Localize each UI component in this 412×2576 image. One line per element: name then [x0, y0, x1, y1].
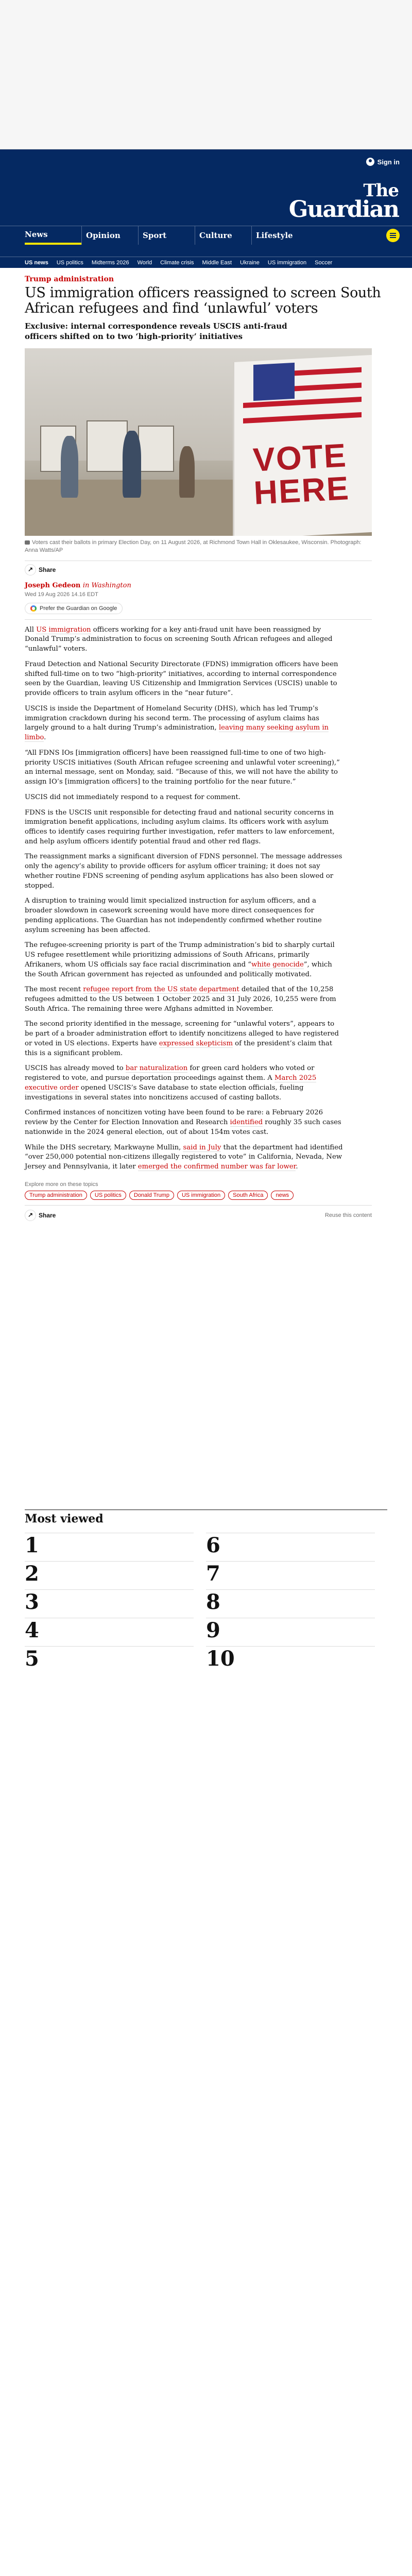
- paragraph-text: USCIS has already moved to: [25, 1064, 126, 1073]
- body-paragraph: [25, 660, 344, 699]
- tag-link[interactable]: South Africa: [228, 1191, 268, 1200]
- share-label: Share: [39, 1211, 56, 1219]
- share-icon: [25, 564, 36, 575]
- share-row-bottom: [25, 1205, 372, 1221]
- standfirst: Exclusive: internal correspondence reveals USCIS anti-fraud officers shifted on to two ‘high-priority’ initiatives: [25, 321, 287, 342]
- most-viewed-item[interactable]: [25, 1618, 194, 1646]
- tag-link[interactable]: US politics: [90, 1191, 126, 1200]
- subnav-climate[interactable]: Climate crisis: [160, 259, 194, 266]
- subnav-us-politics[interactable]: US politics: [56, 259, 83, 266]
- most-viewed-item[interactable]: [206, 1618, 375, 1646]
- most-viewed-item[interactable]: [25, 1646, 194, 1674]
- body-paragraph: [25, 793, 344, 803]
- body-paragraph: [25, 625, 344, 654]
- most-viewed-rank: 9: [206, 1618, 220, 1642]
- most-viewed-rank: 5: [25, 1646, 39, 1671]
- paragraph-text: USCIS is inside the Department of Homeland Security (DHS), which has led Trump’s immigration crackdown during his second term. The processing of asylum claims has largely ground to a halt during Trump’s administration,: [25, 704, 319, 732]
- most-viewed: [0, 1510, 412, 1674]
- paragraph-text: The most recent: [25, 986, 83, 994]
- inline-link[interactable]: said in July: [183, 1143, 221, 1151]
- paragraph-text: A disruption to training would limit specialized instruction for asylum officers, and a broader slowdown in casework screening would have more direct consequences for pending applications. The Guardian has not independently confirmed whether routine asylum screening has been affected.: [25, 897, 322, 934]
- camera-icon: [25, 540, 30, 545]
- pillar-opinion[interactable]: Opinion: [81, 226, 138, 245]
- most-viewed-list: [25, 1533, 375, 1674]
- most-viewed-rank: 2: [25, 1561, 39, 1586]
- body-paragraph: [25, 1064, 344, 1103]
- paragraph-text: detailed that of the 10,258 refugees admitted to the US between 1 October 2025 and 31 July 2026, 10,255 were from South Africa. The remaining three were Afghans admitted in November.: [25, 986, 336, 1013]
- paragraph-text: officers working for a key anti-fraud unit have been reassigned by Donald Trump’s administration to focus on screening South African refugees and alleged “unlawful” voters.: [25, 625, 333, 653]
- sign-in-link[interactable]: [366, 158, 400, 166]
- most-viewed-item[interactable]: [206, 1561, 375, 1589]
- onwards-placeholder: [0, 1221, 412, 1510]
- most-viewed-rank: 4: [25, 1618, 39, 1642]
- paragraph-text: While the DHS secretary, Markwayne Mullin,: [25, 1143, 183, 1151]
- paragraph-text: .: [296, 1163, 298, 1171]
- pillar-culture[interactable]: Culture: [195, 226, 251, 245]
- advert-slot: [0, 0, 412, 149]
- menu-icon[interactable]: [386, 229, 400, 242]
- body-paragraph: [25, 808, 344, 847]
- share-label: Share: [39, 566, 56, 573]
- tag-link[interactable]: Trump administration: [25, 1191, 87, 1200]
- body-paragraph: [25, 1020, 344, 1058]
- logo-the: The: [363, 180, 399, 201]
- subnav-middle-east[interactable]: Middle East: [202, 259, 232, 266]
- body-paragraph: [25, 941, 344, 979]
- byline: [25, 582, 387, 589]
- paragraph-text: FDNS is the USCIS unit responsible for detecting fraud and national security concerns in immigration benefit applications, including asylum claims. Its officers work with asylum offices to identify cases requiring further investigation, refer matters to law enforcement, and help asylum officers identify potential fraud and other red flags.: [25, 808, 335, 845]
- pillar-sport[interactable]: Sport: [138, 226, 195, 245]
- tag-link[interactable]: news: [271, 1191, 294, 1200]
- most-viewed-item[interactable]: [206, 1589, 375, 1618]
- inline-link[interactable]: leaving many seeking asylum in limbo: [25, 724, 329, 742]
- reuse-content-link[interactable]: Reuse this content: [324, 1212, 372, 1218]
- section-kicker[interactable]: Trump administration: [25, 275, 114, 283]
- most-viewed-rank: 1: [25, 1533, 39, 1557]
- tag-link[interactable]: US immigration: [177, 1191, 225, 1200]
- most-viewed-title: Most viewed: [25, 1510, 387, 1526]
- paragraph-text: “All FDNS IOs [immigration officers] have been reassigned full-time to one of two high-priority USCIS initiatives (South African refugee screening and unlawful voter screening),” an internal message, sent on Monday, said. “Because of this, we will not have the ability to assign IO’s [immigration officers] to the training portfolio for the near future.”: [25, 749, 340, 786]
- sub-nav: [0, 257, 412, 268]
- subnav-soccer[interactable]: Soccer: [315, 259, 333, 266]
- logo-name: Guardian: [288, 196, 399, 223]
- paragraph-text: The second priority identified in the message, screening for “unlawful voters”, appears to be part of a broader administration effort to identify noncitizens alleged to have registered or voted in US elections. Experts have: [25, 1020, 339, 1047]
- paragraph-text: Confirmed instances of noncitizen voting have been found to be rare: a February 2026 review by the Center for Election Innovation and Research: [25, 1109, 323, 1127]
- subnav-us-news[interactable]: US news: [25, 259, 48, 266]
- inline-link[interactable]: US immigration: [36, 625, 91, 634]
- share-top: [25, 564, 387, 578]
- body-paragraph: [25, 1108, 344, 1137]
- paragraph-text: All: [25, 625, 37, 634]
- pillar-nav: [0, 226, 412, 244]
- most-viewed-rank: 7: [206, 1561, 220, 1586]
- share-button-top[interactable]: [25, 564, 56, 575]
- body-paragraph: [25, 985, 344, 1014]
- paragraph-text: for green card holders who voted or registered to vote, and pursue deportation proceedings against them. A: [25, 1064, 315, 1082]
- subnav-world[interactable]: World: [137, 259, 152, 266]
- article: [0, 275, 412, 1221]
- body-paragraph: [25, 852, 344, 891]
- body-paragraph: [25, 704, 344, 743]
- subnav-us-immigration[interactable]: US immigration: [267, 259, 307, 266]
- body-paragraph: [25, 749, 344, 787]
- inline-link[interactable]: expressed skepticism: [159, 1039, 233, 1047]
- paragraph-text: USCIS did not immediately respond to a request for comment.: [25, 793, 241, 801]
- most-viewed-item[interactable]: [206, 1533, 375, 1561]
- topic-tags: [25, 1191, 365, 1200]
- share-icon: [25, 1210, 36, 1221]
- inline-link[interactable]: March 2025 executive order: [25, 1074, 317, 1092]
- prefer-google-button[interactable]: [25, 603, 123, 614]
- byline-location: in Washington: [82, 581, 131, 589]
- paragraph-text: .: [44, 734, 46, 742]
- prefer-google-label: Prefer the Guardian on Google: [40, 605, 117, 612]
- vote-here-sign: VOTE HERE: [252, 436, 351, 512]
- inline-link[interactable]: refugee report from the US state department: [83, 986, 239, 994]
- paragraph-text: ”, which the South African government has rejected as unfounded and politically motivated.: [25, 960, 332, 978]
- publish-date: Wed 19 Aug 2026 14.16 EDT: [25, 591, 98, 598]
- paragraph-text: roughly 35 such cases nationwide in the 2024 general election, out of about 154m votes cast.: [25, 1118, 341, 1136]
- masthead: [0, 149, 412, 257]
- most-viewed-rank: 10: [206, 1646, 235, 1671]
- inline-link[interactable]: white genocide: [251, 960, 304, 969]
- inline-link[interactable]: bar naturalization: [125, 1064, 188, 1073]
- tags-label: Explore more on these topics: [25, 1181, 98, 1188]
- most-viewed-rank: 3: [25, 1589, 39, 1614]
- paragraph-text: Fraud Detection and National Security Directorate (FDNS) immigration officers have been shifted full-time on to two “high-priority” initiatives, according to internal correspondence seen by the Guardian, leaving US Citizenship and Immigration Services (USCIS) unable to provide officers to train asylum officers in the “near future”.: [25, 660, 338, 698]
- inline-link[interactable]: emerged the confirmed number was far lower: [138, 1163, 296, 1171]
- paragraph-text: The refugee-screening priority is part of the Trump administration’s bid to sharply curtail US refugee resettlement while prioritizing admissions of South Africans, primarily Afrikaners, whom US officials say face racial discrimination and “: [25, 941, 335, 969]
- most-viewed-item[interactable]: [206, 1646, 375, 1674]
- google-icon: [30, 605, 37, 612]
- most-viewed-rank: 8: [206, 1589, 220, 1614]
- paragraph-text: opened USCIS’s Save database to state election officials, fueling investigations in several states into noncitizens accused of casting ballots.: [25, 1083, 304, 1101]
- most-viewed-item[interactable]: [25, 1533, 194, 1561]
- caption-text: Voters cast their ballots in primary Election Day, on 11 August 2026, at Richmond Town Hall in Oklesaukee, Wisconsin. Photograph: Anna Watts/AP: [25, 539, 362, 553]
- inline-link[interactable]: identified: [230, 1118, 263, 1127]
- pillar-lifestyle[interactable]: Lifestyle: [251, 226, 308, 245]
- sign-in-label: Sign in: [377, 158, 400, 166]
- subnav-midterms[interactable]: Midterms 2026: [91, 259, 129, 266]
- most-viewed-item[interactable]: [25, 1589, 194, 1618]
- author-link[interactable]: Joseph Gedeon: [25, 581, 81, 589]
- most-viewed-item[interactable]: [25, 1561, 194, 1589]
- article-body: [25, 625, 387, 1172]
- subnav-ukraine[interactable]: Ukraine: [240, 259, 260, 266]
- avatar-icon: [366, 158, 374, 166]
- paragraph-text: that the department had identified “over 250,000 potential non-citizens illegally registered to vote” in California, Nevada, New Jersey and Pennsylvania, it later: [25, 1143, 343, 1171]
- body-paragraph: [25, 1143, 344, 1172]
- share-button-bottom[interactable]: [25, 1210, 56, 1221]
- paragraph-text: The reassignment marks a significant diversion of FDNS personnel. The message addresses only the agency’s ability to provide officers for asylum officer training; it does not say whether routine FDNS screening of pending asylum applications has also been slowed or stopped.: [25, 853, 342, 890]
- body-paragraph: [25, 896, 344, 935]
- pillar-news[interactable]: News: [25, 226, 81, 245]
- guardian-logo[interactable]: [289, 182, 399, 221]
- tag-link[interactable]: Donald Trump: [129, 1191, 174, 1200]
- image-caption: [25, 539, 372, 554]
- hero-image: [25, 348, 372, 536]
- most-viewed-rank: 6: [206, 1533, 220, 1557]
- paragraph-text: of the president’s claim that this is a significant problem.: [25, 1039, 333, 1057]
- headline: US immigration officers reassigned to screen South African refugees and find ‘unlawful’ voters: [25, 285, 381, 317]
